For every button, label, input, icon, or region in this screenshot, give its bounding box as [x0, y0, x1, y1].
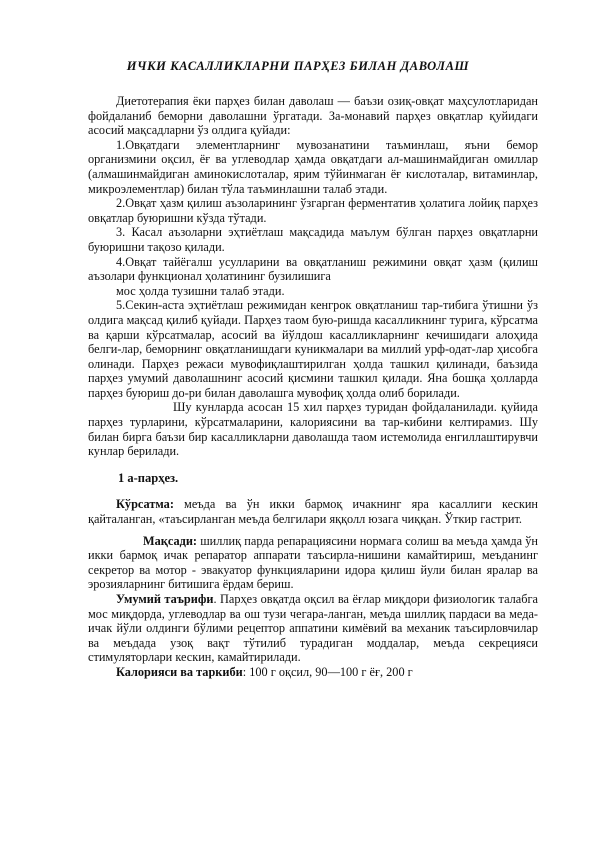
calorie-text: : 100 г оқсил, 90—100 г ёғ, 200 г	[242, 664, 413, 679]
indication-label: Кўрсатма:	[116, 497, 174, 512]
calorie-paragraph	[88, 665, 538, 680]
document-body	[88, 94, 538, 680]
general-text: . Парҳез овқатда оқсил ва ёғлар миқдори физиологик талабга мос миқдорда, углеводлар ва ош тузи чегара-ланган, меъда шиллиқ пардаси ва меда-ичак йўли олдинги бўлими рецептор аппатини кимёвий ва механик таъсирловчилар ва меъдада узоқ вақт тўтилиб турадиган моддалар, меъда секрецияси стимуляторлари кескин, камайтирилади.	[88, 592, 538, 665]
goal-label: Мақсади:	[143, 533, 197, 548]
list-item-1: 1.Овқатдаги элементларнинг мувозанатини таъминлаш, яъни бемор организмини оқсил, ёғ ва углеводлар ҳамда овқатдаги ал-машинмайдиган омиллар (алмашинмайдиган аминокислоталар, ярим тўйинмаган ёғ кислоталар, витаминлар, микроэлементлар) билан тўла таъминлашни талаб этади.	[88, 137, 538, 196]
calorie-label: Калорияси ва таркиби	[116, 664, 243, 679]
list-item-4: 4.Овқат тайёгалш усулларини ва овқатланиш режимини овқат ҳазм (қилиш аъзолари функционал ҳолатининг бузилишига	[88, 254, 538, 284]
indication-paragraph	[88, 497, 538, 526]
summary-paragraph: Шу кунларда асосан 15 хил парҳез туридан фойдаланилади. қуйида парҳез турларини, кўрсатмаларини, калориясини ва тар-кибини келтирамиз. Шу билан бирга баъзи бир касалликларни даволашда таом истемолида енгиллаштирувчи кунлар берилади.	[88, 400, 538, 459]
general-label: Умумий таърифи	[116, 592, 214, 606]
list-item-5: 5.Секин-аста эҳтиётлаш режимидан кенгрок овқатланиш тар-тибига ўтишни ўз олдига мақсад қилиб қуйади. Парҳез таом бую-ришда касалликнинг турига, кўрсатма ва қарши кўрсатмалар, асосий ва йўлдош касалликларнинг кечишидаги алоҳида белги-лар, беморнинг овқатланишдаги куникмалари ва миллий урф-одат-лар ҳисобга олинади. Парҳез режаси мувофиқлаштирилган ҳолда ташкил қилинади, баъзида парҳез умумий даволашнинг асосий қисмини ташкил қилади. Яна бошқа ҳолларда парҳез буюриш до-ри билан даволашга мувофиқ ҳолда олиб борилади.	[88, 298, 538, 400]
list-item-4-continuation: мос ҳолда тузишни талаб этади.	[116, 283, 285, 298]
goal-text: шиллиқ парда репарациясини нормага солиш ва меъда ҳамда ўн икки бармоқ ичак репаратор аппарати таъсирла-нишини камайтириш, меъданинг секретор ва мотор - эвакуатор функцияларини идора қилиш йули билан яралар ва эрозияларнинг битишига ёрдам бериш.	[88, 533, 538, 592]
general-paragraph	[88, 592, 538, 665]
page-title: ИЧКИ КАСАЛЛИКЛАРНИ ПАРҲЕЗ БИЛАН ДАВОЛАШ	[126, 59, 470, 73]
list-item-3: 3. Касал аъзоларни эҳтиётлаш мақсадида маълум бўлган парҳез овқатларни буюришни тақозо қилади.	[88, 225, 538, 254]
goal-paragraph	[88, 534, 538, 592]
indication-text: меъда ва ўн икки бармоқ ичакнинг яра касаллиги кескин қайталанган, «таъсирланган меъда белгилари яққолл юзага чиққан. Ўткир гастрит.	[88, 497, 538, 527]
list-item-2: 2.Овқат ҳазм қилиш аъзоларининг ўзгарган ферментатив ҳолатига лойиқ парҳез овқатлар буюришни кўзда тўтади.	[88, 196, 538, 225]
intro-paragraph: Диетотерапия ёки парҳез билан даволаш — баъзи озиқ-овқат маҳсулотларидан фойдаланиб беморни даволашни ўргатади. За-монавий парҳез овқатлар қуйидаги асосий мақсадларни ўз олдига қуйади:	[88, 94, 538, 138]
section-heading: 1 а-парҳез.	[118, 470, 179, 485]
